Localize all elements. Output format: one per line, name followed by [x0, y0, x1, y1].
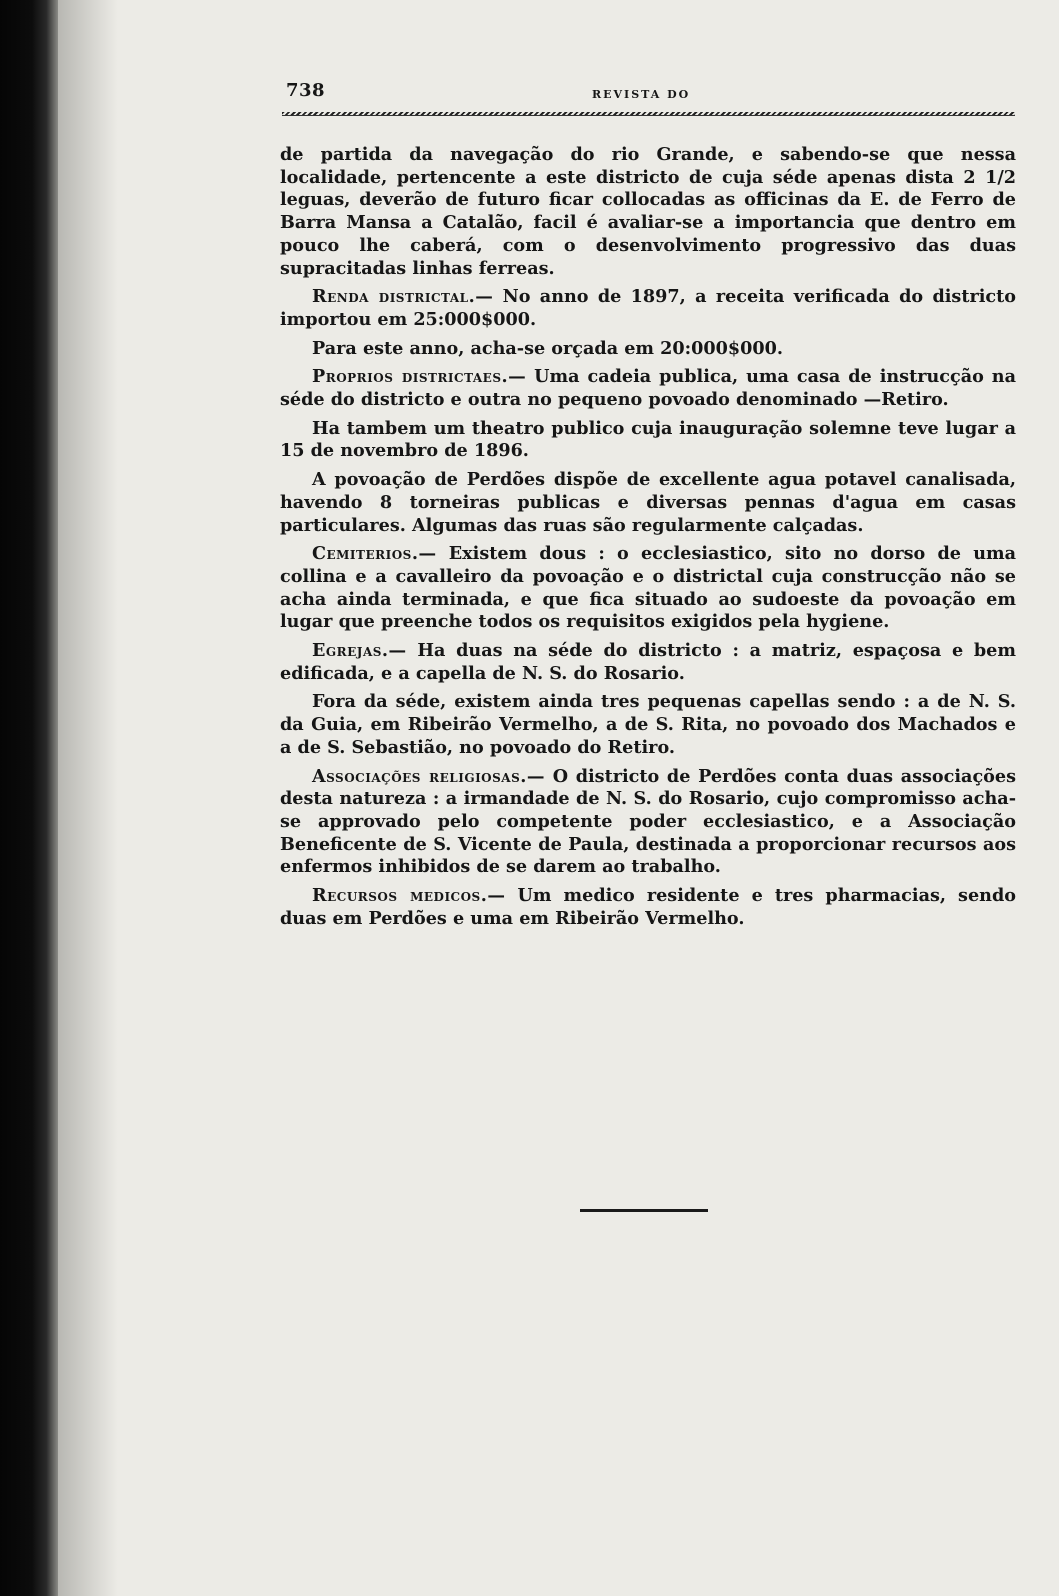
section-lead: Recursos medicos.— — [312, 885, 506, 907]
paragraph — [280, 469, 1016, 537]
paragraph — [280, 640, 1016, 685]
paragraph-text: Fora da séde, existem ainda tres pequenas capellas sendo : a de N. S. da Guia, em Ribeirão Vermelho, a de S. Rita, no povoado dos Machados e a de S. Sebastião, no povoado do Retiro. — [280, 691, 1016, 758]
paragraph-text: Uma cadeia publica, uma casa de instrucção na séde do districto e outra no pequeno povoado denominado —Retiro. — [280, 366, 1016, 411]
paragraph-text: de partida da navegação do rio Grande, e sabendo-se que nessa localidade, pertencente a este districto de cuja séde apenas dista 2 1/2 leguas, deverão de futuro ficar collocadas as officinas da E. de Ferro de Barra Mansa a Catalão, facil é avaliar-se a importancia que dentro em pouco lhe caberá, com o desenvolvimento progressivo das duas supracitadas linhas ferreas. — [280, 144, 1016, 279]
end-rule — [580, 1209, 708, 1212]
section-lead: Proprios districtaes.— — [312, 366, 527, 388]
paragraph-text: A povoação de Perdões dispõe de excellente agua potavel canalisada, havendo 8 torneiras publicas e diversas pennas d'agua em casas particulares. Algumas das ruas são regularmente calçadas. — [280, 469, 1016, 536]
section-lead: Renda districtal.— — [312, 286, 494, 308]
paragraph — [280, 144, 1016, 280]
body-text — [280, 144, 1016, 937]
paragraph-text: No anno de 1897, a receita verificada do districto importou em 25:000$000. — [280, 286, 1016, 330]
paragraph-text: Um medico residente e tres pharmacias, sendo duas em Perdões e uma em Ribeirão Vermelho. — [280, 885, 1016, 929]
paragraph — [280, 766, 1016, 880]
paragraph-text: O districto de Perdões conta duas associações desta natureza : a irmandade de N. S. do Rosario, cujo compromisso acha-se approvado pelo competente poder ecclesiastico, e a Associação Beneficente de S. Vicente de Paula, destinada a proporcionar recursos aos enfermos inhibidos de se darem ao trabalho. — [280, 765, 1016, 878]
paragraph — [280, 543, 1016, 634]
paragraph — [280, 691, 1016, 759]
paragraph — [280, 418, 1016, 463]
running-head: REVISTA DO — [592, 88, 691, 101]
header-rule — [282, 112, 1015, 116]
paragraph — [280, 338, 1016, 361]
paragraph-text: Existem dous : o ecclesiastico, sito no dorso de uma collina e a cavalleiro da povoação e o districtal cuja construcção não se acha ainda terminada, e que fica situado ao sudoeste da povoação em lugar que preenche todos os requisitos exigidos pela hygiene. — [280, 543, 1016, 633]
section-lead: Egrejas.— — [312, 640, 407, 662]
paragraph — [280, 366, 1016, 411]
book-spine-shadow — [0, 0, 58, 1596]
gutter-shadow — [58, 0, 118, 1596]
section-lead: Cemiterios.— — [312, 543, 437, 565]
paragraph-text: Para este anno, acha-se orçada em 20:000$000. — [312, 337, 783, 359]
paragraph-text: Ha duas na séde do districto : a matriz, espaçosa e bem edificada, e a capella de N. S. do Rosario. — [280, 640, 1016, 684]
page-number: 738 — [286, 80, 326, 101]
section-lead: Associações religiosas.— — [312, 765, 545, 787]
paragraph — [280, 286, 1016, 331]
paragraph-text: Ha tambem um theatro publico cuja inauguração solemne teve lugar a 15 de novembro de 1896. — [280, 417, 1016, 462]
paragraph — [280, 885, 1016, 930]
